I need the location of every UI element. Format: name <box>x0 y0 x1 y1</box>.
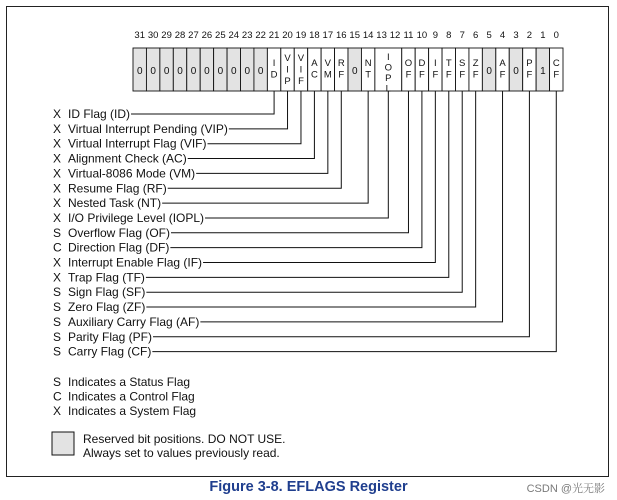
legend-type: C <box>53 389 62 404</box>
flag-label: Zero Flag (ZF) <box>68 300 146 315</box>
bit-cell-label: 0 <box>513 66 519 77</box>
bit-number: 28 <box>174 30 186 41</box>
bit-number: 15 <box>349 30 361 41</box>
bit-number: 2 <box>526 30 533 41</box>
legend-type: X <box>53 404 62 418</box>
bit-number: 17 <box>322 30 334 41</box>
bit-number: 10 <box>416 30 428 41</box>
flag-label: Sign Flag (SF) <box>68 285 146 300</box>
flag-label: Alignment Check (AC) <box>68 151 187 166</box>
flag-type-x: X <box>53 181 62 196</box>
bit-number: 21 <box>268 30 280 41</box>
flag-label: Overflow Flag (OF) <box>68 225 171 240</box>
legend-type: S <box>53 375 62 389</box>
reserved-swatch <box>52 432 74 455</box>
bit-number: 3 <box>513 30 519 41</box>
bit-number-row <box>134 30 559 41</box>
bit-number: 0 <box>553 30 559 41</box>
bit-number: 26 <box>201 30 213 41</box>
bit-number: 4 <box>499 30 506 41</box>
legend-text: Indicates a Status Flag <box>68 375 191 389</box>
bit-cell-label: 0 <box>177 66 183 77</box>
bit-number: 7 <box>459 30 465 41</box>
bit-number: 11 <box>403 30 414 41</box>
flag-label: Carry Flag (CF) <box>68 344 152 359</box>
flag-type-x: X <box>53 166 62 181</box>
bit-cell-label: 0 <box>217 66 224 77</box>
flag-label: Virtual-8086 Mode (VM) <box>68 166 196 181</box>
bit-number: 30 <box>147 30 159 41</box>
legend-text: Indicates a Control Flag <box>68 389 195 404</box>
bit-number: 24 <box>228 30 240 41</box>
flag-type-x: X <box>53 210 62 225</box>
bit-number: 29 <box>161 30 172 41</box>
bit-cell-label: 0 <box>244 66 250 77</box>
bit-cell-label: I O P L <box>384 52 393 95</box>
bit-cell-label: D F <box>418 58 426 81</box>
flag-type-x: X <box>53 255 62 270</box>
bit-number: 18 <box>309 30 320 41</box>
bit-cell-label: P F <box>526 58 533 81</box>
flag-leader-line <box>171 91 408 233</box>
bit-cell-label: 0 <box>150 66 156 77</box>
bit-number: 14 <box>362 30 374 41</box>
bit-number: 23 <box>241 30 253 41</box>
bit-cell-label: 0 <box>486 66 492 77</box>
figure-caption: Figure 3-8. EFLAGS Register <box>209 479 408 495</box>
bit-number: 6 <box>473 30 479 41</box>
flag-leader-line <box>200 91 502 322</box>
bit-cell-label: V I F <box>297 53 305 87</box>
bit-cell-label: R F <box>337 58 345 81</box>
bit-cell-label: S F <box>459 58 466 81</box>
bit-cell-label: 1 <box>540 66 546 77</box>
bit-number: 20 <box>282 30 293 41</box>
flag-type-s: S <box>53 285 62 300</box>
bit-number: 31 <box>134 30 146 41</box>
flag-type-c: C <box>53 240 62 255</box>
flag-label: Interrupt Enable Flag (IF) <box>68 255 203 270</box>
legend-text: Indicates a System Flag <box>68 404 197 418</box>
bit-cell-label: 0 <box>204 66 210 77</box>
flag-type-s: S <box>53 225 62 240</box>
flag-type-s: S <box>53 344 62 359</box>
bit-cell-label: C F <box>552 58 560 81</box>
flag-type-s: S <box>53 300 62 315</box>
bit-cell-label: O F <box>404 58 413 81</box>
flag-type-s: S <box>53 314 62 329</box>
flag-label: Direction Flag (DF) <box>68 240 170 255</box>
bit-cell-label: N T <box>364 58 372 81</box>
bit-cell-label: 0 <box>231 66 237 77</box>
flag-leader-line <box>131 91 274 114</box>
flag-label: Auxiliary Carry Flag (AF) <box>68 314 200 329</box>
flag-type-x: X <box>53 136 62 151</box>
bit-cell-label: T F <box>445 58 452 81</box>
flag-leader-line <box>205 91 388 218</box>
flag-leader-line <box>203 91 435 263</box>
bit-cell-label: 0 <box>351 66 358 77</box>
bit-cell-label: I D <box>270 58 278 81</box>
flag-type-x: X <box>53 121 62 136</box>
bit-number: 5 <box>486 30 492 41</box>
bit-cell-label: Z F <box>472 58 479 81</box>
register-cells <box>133 48 563 95</box>
bit-cell-label: 0 <box>163 66 170 77</box>
bit-number: 12 <box>389 30 401 41</box>
flag-label: Virtual Interrupt Pending (VIP) <box>68 121 228 136</box>
bit-cell-label: 0 <box>257 66 264 77</box>
flag-label: Parity Flag (PF) <box>68 329 153 344</box>
reserved-note-line1: Reserved bit positions. DO NOT USE. <box>83 432 286 446</box>
bit-number: 13 <box>376 30 387 41</box>
flag-label: I/O Privilege Level (IOPL) <box>68 210 205 225</box>
bit-cell-label: V I P <box>284 53 291 87</box>
bit-number: 8 <box>446 30 452 41</box>
bit-number: 16 <box>335 30 347 41</box>
flag-type-legend <box>53 375 196 418</box>
flag-label: Nested Task (NT) <box>68 196 162 211</box>
reserved-note-line2: Always set to values previously read. <box>83 446 280 460</box>
bit-number: 19 <box>295 30 307 41</box>
flag-label: Trap Flag (TF) <box>68 270 145 285</box>
bit-cell-label: A C <box>310 58 318 81</box>
flag-leader-line <box>146 91 449 277</box>
flag-label: Resume Flag (RF) <box>68 181 167 196</box>
bit-cell-label: 0 <box>136 66 143 77</box>
bit-number: 22 <box>255 30 266 41</box>
bit-cell-label: I F <box>432 58 439 81</box>
bit-number: 1 <box>540 30 546 41</box>
bit-cell-label: 0 <box>190 66 197 77</box>
flag-type-s: S <box>53 329 62 344</box>
watermark: CSDN @光无影 <box>526 483 605 495</box>
flag-type-x: X <box>53 196 62 211</box>
reserved-note <box>52 432 286 460</box>
flag-label: ID Flag (ID) <box>68 107 131 121</box>
bit-number: 9 <box>432 30 438 41</box>
flag-type-x: X <box>53 151 62 166</box>
flag-leader-line <box>229 91 288 129</box>
bit-number: 25 <box>215 30 226 41</box>
flag-type-x: X <box>53 107 62 121</box>
flag-type-x: X <box>53 270 62 285</box>
bit-cell-label: A F <box>499 58 506 81</box>
flag-label: Virtual Interrupt Flag (VIF) <box>68 136 207 151</box>
bit-cell-label: V M <box>323 58 332 81</box>
bit-number: 27 <box>188 30 199 41</box>
